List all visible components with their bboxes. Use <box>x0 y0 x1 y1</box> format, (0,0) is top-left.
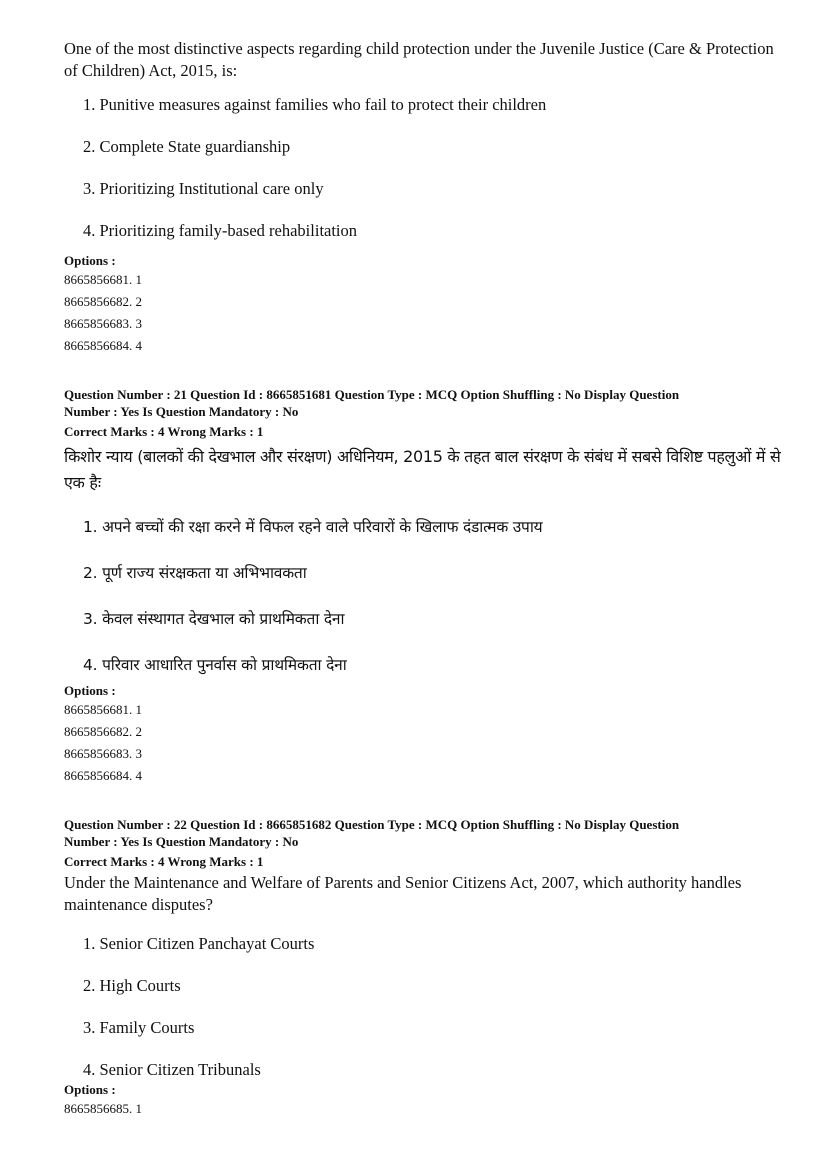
answer-option-2: 2. पूर्ण राज्य संरक्षकता या अभिभावकता <box>83 564 307 582</box>
marks-info: Correct Marks : 4 Wrong Marks : 1 <box>64 424 264 439</box>
answer-option-1: 1. Punitive measures against families who fail to protect their children <box>83 95 547 114</box>
option-id: 8665856681. 1 <box>64 272 142 287</box>
option-id: 8665856685. 1 <box>64 1101 142 1116</box>
options-list-q20 <box>64 252 786 357</box>
options-list-q22 <box>64 1081 786 1120</box>
options-label: Options : <box>64 1082 116 1097</box>
answer-option-1: 1. Senior Citizen Panchayat Courts <box>83 934 315 953</box>
option-id: 8665856684. 4 <box>64 768 142 783</box>
option-id: 8665856683. 3 <box>64 316 142 331</box>
option-id: 8665856681. 1 <box>64 702 142 717</box>
question-text: किशोर न्याय (बालकों की देखभाल और संरक्षण) अधिनियम, 2015 के तहत बाल संरक्षण के संबंध में सबसे विशिष्ट पहलुओं में से एक हैः <box>64 447 781 492</box>
answer-option-4: 4. Senior Citizen Tribunals <box>83 1060 261 1079</box>
answer-option-3: 3. Family Courts <box>83 1018 195 1037</box>
question-meta: Number : Yes Is Question Mandatory : No <box>64 404 299 419</box>
answer-option-3: 3. Prioritizing Institutional care only <box>83 179 324 198</box>
answer-option-4: 4. Prioritizing family-based rehabilitation <box>83 221 358 240</box>
question-text: Under the Maintenance and Welfare of Parents and Senior Citizens Act, 2007, which authority handles maintenance disputes? <box>64 873 742 914</box>
question-meta: Question Number : 21 Question Id : 8665851681 Question Type : MCQ Option Shuffling : No Display Question <box>64 387 680 402</box>
question-meta: Number : Yes Is Question Mandatory : No <box>64 834 299 849</box>
option-id: 8665856682. 2 <box>64 294 142 309</box>
answer-option-4: 4. परिवार आधारित पुनर्वास को प्राथमिकता देना <box>83 656 347 674</box>
question-22-meta <box>64 816 786 870</box>
question-21-meta <box>64 386 786 440</box>
answer-option-1: 1. अपने बच्चों की रक्षा करने में विफल रहने वाले परिवारों के खिलाफ दंडात्मक उपाय <box>83 518 543 536</box>
answer-option-2: 2. High Courts <box>83 976 181 995</box>
question-22 <box>64 872 786 1091</box>
option-id: 8665856683. 3 <box>64 746 142 761</box>
options-label: Options : <box>64 683 116 698</box>
question-meta: Question Number : 22 Question Id : 8665851682 Question Type : MCQ Option Shuffling : No Display Question <box>64 817 680 832</box>
answer-option-2: 2. Complete State guardianship <box>83 137 291 156</box>
marks-info: Correct Marks : 4 Wrong Marks : 1 <box>64 854 264 869</box>
question-text: One of the most distinctive aspects regarding child protection under the Juvenile Justice (Care & Protection of Children) Act, 2015, is: <box>64 39 774 80</box>
question-21 <box>64 444 786 688</box>
options-label: Options : <box>64 253 116 268</box>
question-20 <box>64 38 786 252</box>
option-id: 8665856684. 4 <box>64 338 142 353</box>
options-list-q21 <box>64 682 786 787</box>
answer-option-3: 3. केवल संस्थागत देखभाल को प्राथमिकता देना <box>83 610 345 628</box>
option-id: 8665856682. 2 <box>64 724 142 739</box>
